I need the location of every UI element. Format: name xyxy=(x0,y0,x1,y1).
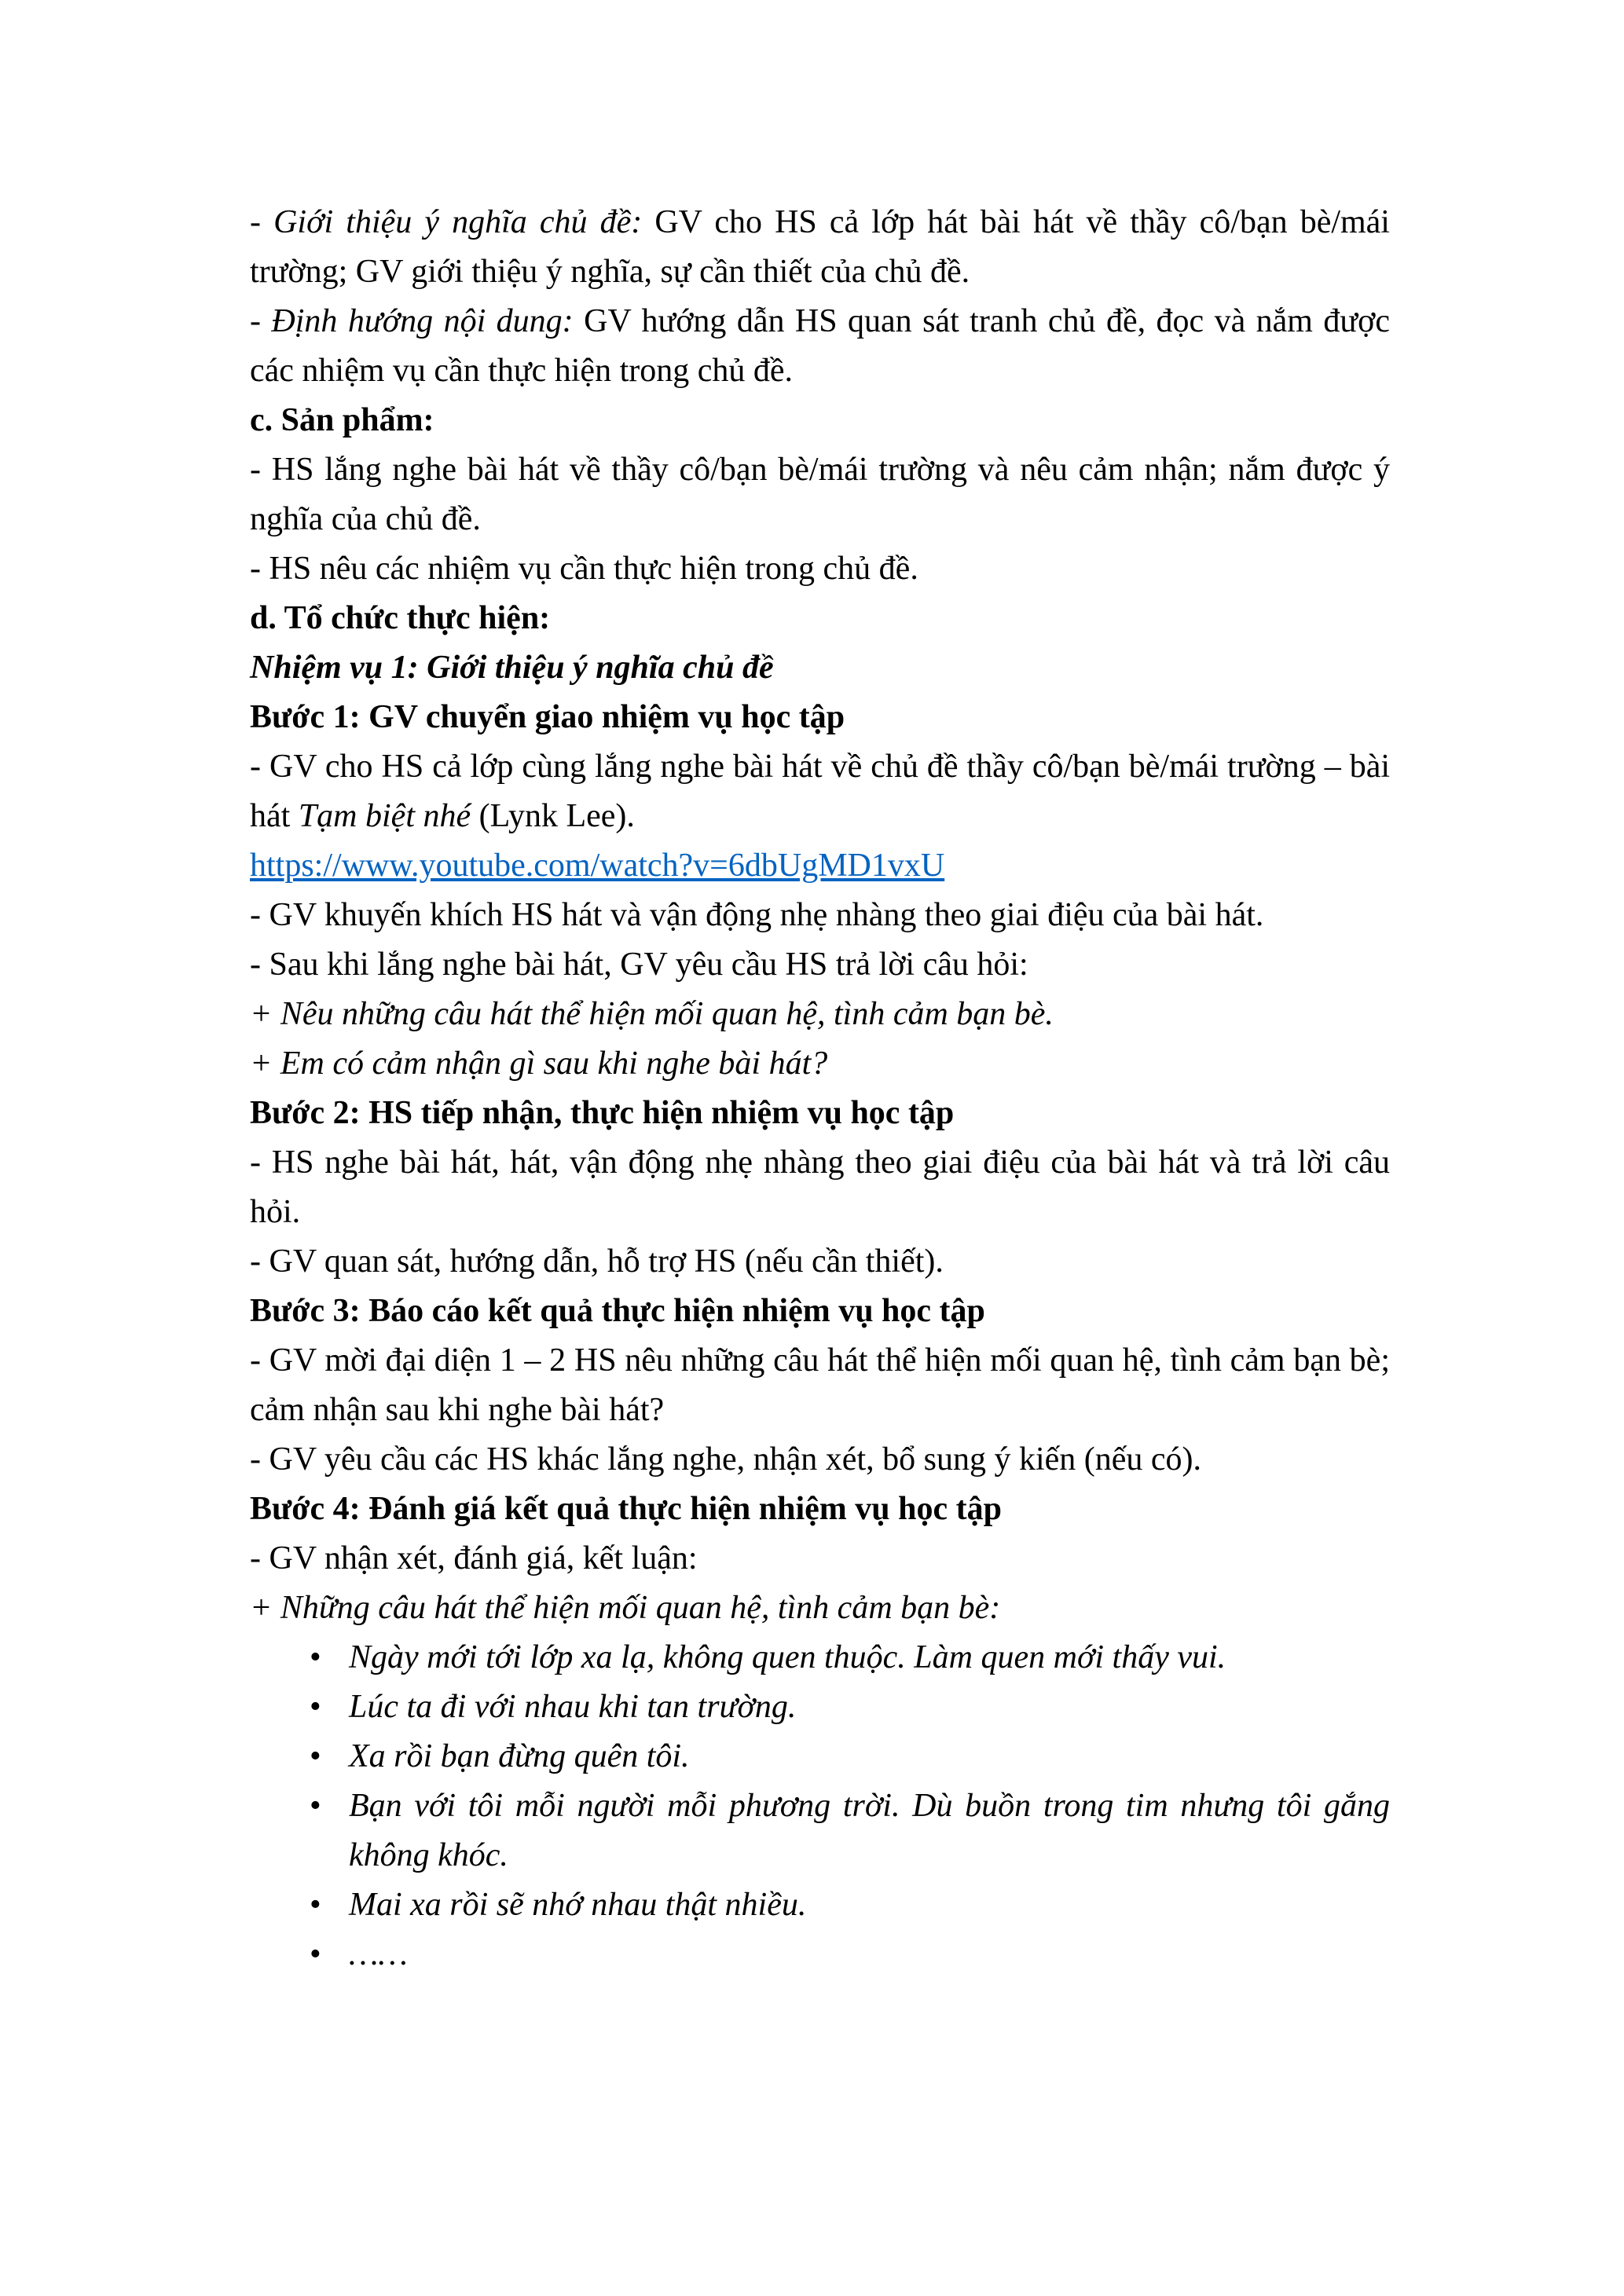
bullet-text xyxy=(349,1732,1390,1782)
para-gv-moi-dai-dien xyxy=(250,1336,1390,1435)
text-run: - GV cho HS cả lớp cùng lắng nghe bài hát về chủ đề thầy cô/bạn bè/mái trường – bài hát xyxy=(250,749,1390,834)
text-run: - GV nhận xét, đánh giá, kết luận: xyxy=(250,1540,698,1576)
text-run: Bước 1: GV chuyển giao nhiệm vụ học tập xyxy=(250,699,845,735)
para-gv-nhan-xet xyxy=(250,1534,1390,1584)
bullet-item-2 xyxy=(250,1683,1390,1732)
text-run: Ngày mới tới lớp xa lạ, không quen thuộc. Làm quen mới thấy vui. xyxy=(349,1639,1226,1675)
bullet-item-4 xyxy=(250,1782,1390,1880)
bullet-item-5 xyxy=(250,1880,1390,1930)
para-hs-neu-nhiem-vu xyxy=(250,544,1390,594)
para-gv-khuyen-khich xyxy=(250,891,1390,940)
bullet-item-3 xyxy=(250,1732,1390,1782)
heading-buoc-1 xyxy=(250,693,1390,742)
document-content xyxy=(250,198,1390,1979)
heading-buoc-3 xyxy=(250,1287,1390,1336)
bullet-text xyxy=(349,1930,1390,1979)
heading-to-chuc-thuc-hien xyxy=(250,594,1390,643)
text-run: - GV mời đại diện 1 – 2 HS nêu những câu hát thể hiện mối quan hệ, tình cảm bạn bè; cảm nhận sau khi nghe bài hát? xyxy=(250,1342,1390,1428)
text-run: Mai xa rồi sẽ nhớ nhau thật nhiều. xyxy=(349,1887,807,1923)
para-gv-yeu-cau xyxy=(250,1435,1390,1485)
bullet-text xyxy=(349,1782,1390,1880)
bullet-item-6 xyxy=(250,1930,1390,1979)
bullet-icon: • xyxy=(310,1936,321,1972)
text-run: - xyxy=(250,303,272,339)
para-gv-quan-sat xyxy=(250,1237,1390,1287)
text-run: (Lynk Lee). xyxy=(471,798,635,834)
para-ket-luan-cau-hat xyxy=(250,1584,1390,1633)
para-youtube-link xyxy=(250,841,1390,891)
bullet-text xyxy=(349,1683,1390,1732)
text-run: Bạn với tôi mỗi người mỗi phương trời. Dù buồn trong tim nhưng tôi gắng không khóc. xyxy=(349,1788,1390,1873)
bullet-icon: • xyxy=(310,1887,321,1923)
youtube-link[interactable]: https://www.youtube.com/watch?v=6dbUgMD1vxU xyxy=(250,848,945,884)
text-run: Tạm biệt nhé xyxy=(298,798,471,834)
text-run: - Sau khi lắng nghe bài hát, GV yêu cầu HS trả lời câu hỏi: xyxy=(250,947,1028,983)
bullet-icon: • xyxy=(310,1689,321,1725)
bullet-icon: • xyxy=(310,1738,321,1774)
heading-buoc-2 xyxy=(250,1089,1390,1138)
text-run: - GV khuyến khích HS hát và vận động nhẹ nhàng theo giai điệu của bài hát. xyxy=(250,897,1264,933)
para-cau-hoi-1 xyxy=(250,990,1390,1039)
text-run: - GV quan sát, hướng dẫn, hỗ trợ HS (nếu cần thiết). xyxy=(250,1243,944,1280)
para-sau-khi-lang-nghe xyxy=(250,940,1390,990)
text-run: …… xyxy=(349,1936,408,1972)
para-hs-lang-nghe xyxy=(250,445,1390,544)
text-run: - xyxy=(250,204,274,240)
heading-nhiem-vu-1 xyxy=(250,643,1390,693)
bullet-text xyxy=(349,1633,1390,1683)
text-run: Bước 3: Báo cáo kết quả thực hiện nhiệm vụ học tập xyxy=(250,1293,985,1329)
text-run: Bước 2: HS tiếp nhận, thực hiện nhiệm vụ học tập xyxy=(250,1095,955,1131)
text-run: d. Tổ chức thực hiện: xyxy=(250,600,551,636)
para-cau-hoi-2 xyxy=(250,1039,1390,1089)
text-run: Xa rồi bạn đừng quên tôi. xyxy=(349,1738,690,1774)
bullet-icon: • xyxy=(310,1788,321,1824)
text-run: GV cho HS cả lớp hát bài hát về thầy cô/bạn bè/mái trường; GV giới thiệu ý nghĩa, sự cần thiết của chủ đề. xyxy=(250,204,1390,290)
text-run: + Em có cảm nhận gì sau khi nghe bài hát? xyxy=(250,1045,828,1082)
para-dinh-huong-noi-dung xyxy=(250,297,1390,396)
para-hs-nghe-bai-hat xyxy=(250,1138,1390,1237)
text-run: Định hướng nội dung: xyxy=(271,303,574,339)
text-run: Giới thiệu ý nghĩa chủ đề: xyxy=(273,204,643,240)
text-run: Lúc ta đi với nhau khi tan trường. xyxy=(349,1689,797,1725)
text-run: + Những câu hát thể hiện mối quan hệ, tình cảm bạn bè: xyxy=(250,1590,1001,1626)
text-run: Bước 4: Đánh giá kết quả thực hiện nhiệm vụ học tập xyxy=(250,1491,1002,1527)
text-run: + Nêu những câu hát thể hiện mối quan hệ, tình cảm bạn bè. xyxy=(250,996,1054,1032)
text-run: Nhiệm vụ 1: Giới thiệu ý nghĩa chủ đề xyxy=(250,650,774,686)
text-run: - HS lắng nghe bài hát về thầy cô/bạn bè/mái trường và nêu cảm nhận; nắm được ý nghĩa của chủ đề. xyxy=(250,452,1390,537)
bullet-text xyxy=(349,1880,1390,1930)
text-run: - HS nêu các nhiệm vụ cần thực hiện trong chủ đề. xyxy=(250,551,918,587)
text-run: - GV yêu cầu các HS khác lắng nghe, nhận xét, bổ sung ý kiến (nếu có). xyxy=(250,1441,1202,1478)
para-gv-cho-hs-lang-nghe xyxy=(250,742,1390,841)
text-run: c. Sản phẩm: xyxy=(250,402,434,438)
bullet-item-1 xyxy=(250,1633,1390,1683)
text-run: - HS nghe bài hát, hát, vận động nhẹ nhàng theo giai điệu của bài hát và trả lời câu hỏi. xyxy=(250,1144,1390,1230)
para-gioi-thieu-y-nghia xyxy=(250,198,1390,297)
text-run: GV hướng dẫn HS quan sát tranh chủ đề, đọc và nắm được các nhiệm vụ cần thực hiện trong chủ đề. xyxy=(250,303,1391,389)
heading-buoc-4 xyxy=(250,1485,1390,1534)
bullet-icon: • xyxy=(310,1639,321,1675)
heading-san-pham xyxy=(250,396,1390,445)
